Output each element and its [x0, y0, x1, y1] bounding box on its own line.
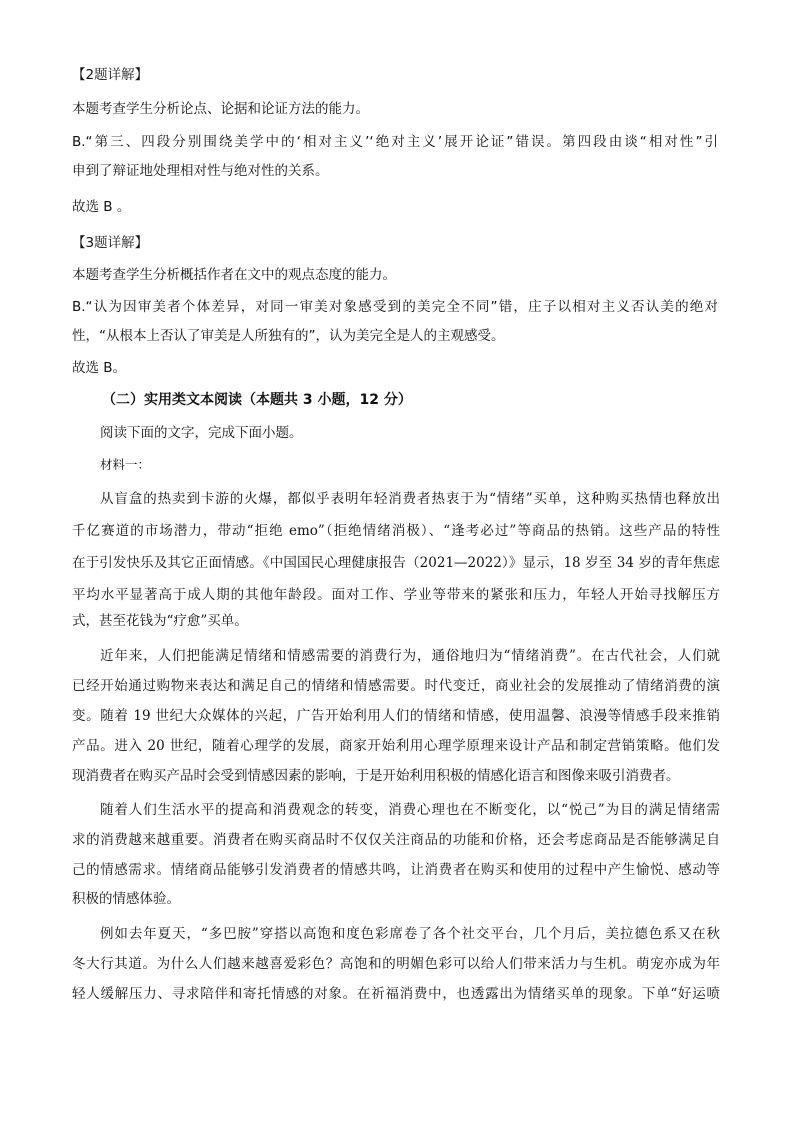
q2-header: 【2题详解】	[72, 67, 149, 83]
p2-line-5: 现消费者在购买产品时会受到情感因素的影响，于是开始利用积极的情感化语言和图像来吸引消费者。	[72, 768, 680, 784]
p1-line-1	[100, 490, 750, 508]
p2-line-4	[72, 737, 722, 755]
p4-text-3: 轻人缓解压力、寻求陪伴和寄托情感的对象。在祈福消费中，也透露出为情绪买单的现象。下单“好运喷	[72, 986, 720, 1002]
p2-line-1	[100, 647, 750, 665]
p1-text-1: 从盲盒的热卖到卡游的火爆，都似乎表明年轻消费者热衷于为“情绪”买单，这种购买热情也释放出	[100, 491, 720, 507]
p3-line-3	[72, 861, 722, 879]
section-instruction: 阅读下面的文字，完成下面小题。	[100, 425, 303, 441]
p4-line-3	[72, 985, 722, 1003]
p2-text-4: 产品。进入 20 世纪，随着心理学的发展，商家开始利用心理学原理来设计产品和制定营销策略。他们发	[72, 738, 720, 754]
q2-explanation-line-1	[72, 133, 722, 151]
p3-text-3: 己的情感需求。情绪商品能够引发消费者的情感共鸣，让消费者在购买和使用的过程中产生愉悦、感动等	[72, 862, 720, 878]
section-title: （二）实用类文本阅读（本题共 3 小题，12 分）	[102, 392, 412, 408]
p1-line-2	[72, 522, 722, 540]
p1-line-4	[72, 586, 722, 604]
material-label: 材料一：	[100, 457, 151, 472]
q3-explanation-line-1	[72, 298, 722, 316]
p2-line-3	[72, 707, 722, 725]
p1-line-3	[72, 554, 722, 572]
q3-explanation-text-1: B.“认为因审美者个体差异，对同一审美对象感受到的美完全不同”错，庄子以相对主义否认美的绝对	[72, 299, 718, 315]
p1-text-2: 千亿赛道的市场潜力，带动“拒绝 emo”（拒绝情绪消极）、“逢考必过”等商品的热销。这些产品的特性	[72, 523, 720, 539]
p4-line-1	[100, 925, 750, 943]
p3-text-1: 随着人们生活水平的提高和消费观念的转变，消费心理也在不断变化，以“悦己”为目的满足情绪需	[100, 802, 720, 818]
q2-explanation-line-2: 申到了辩证地处理相对性与绝对性的关系。	[72, 163, 329, 179]
p3-line-1	[100, 801, 750, 819]
q2-intro: 本题考查学生分析论点、论据和论证方法的能力。	[72, 101, 369, 117]
p3-line-2	[72, 831, 722, 849]
q3-intro: 本题考查学生分析概括作者在文中的观点态度的能力。	[72, 267, 396, 283]
q3-explanation-line-2: 性，“从根本上否认了审美是人所独有的”，认为美完全是人的主观感受。	[72, 328, 505, 344]
p1-text-4: 平均水平显著高于成人期的其他年龄段。面对工作、学业等带来的紧张和压力，年轻人开始寻找解压方	[72, 587, 720, 603]
p1-line-5: 式，甚至花钱为“疗愈”买单。	[72, 613, 248, 629]
p2-text-1: 近年来，人们把能满足情绪和情感需要的消费行为，通俗地归为“情绪消费”。在古代社会，人们就	[100, 648, 720, 664]
p2-text-2: 已经开始通过购物来表达和满足自己的情绪和情感需要。时代变迁，商业社会的发展推动了情绪消费的演	[72, 678, 720, 694]
p4-text-2: 冬大行其道。为什么人们越来越喜爱彩色？高饱和的明媚色彩可以给人们带来活力与生机。萌宠亦成为年	[72, 956, 720, 972]
q3-answer-choice: 故选 B。	[72, 360, 127, 376]
p2-text-3: 变。随着 19 世纪大众媒体的兴起，广告开始利用人们的情绪和情感，使用温馨、浪漫等情感手段来推销	[72, 708, 720, 724]
p1-text-3: 在于引发快乐及其它正面情感。《中国国民心理健康报告（2021—2022）》显示，18 岁至 34 岁的青年焦虑	[72, 555, 720, 571]
p2-line-2	[72, 677, 722, 695]
q2-answer-choice: 故选 B 。	[72, 199, 131, 215]
p3-line-4: 积极的情感体验。	[72, 891, 180, 907]
p4-line-2	[72, 955, 722, 973]
p3-text-2: 求的消费越来越重要。消费者在购买商品时不仅仅关注商品的功能和价格，还会考虑商品是否能够满足自	[72, 832, 720, 848]
q2-explanation-text-1: B.“第三、四段分别围绕美学中的‘相对主义’‘绝对主义’展开论证”错误。第四段由谈“相对性”引	[72, 134, 718, 150]
p4-text-1: 例如去年夏天，“多巴胺”穿搭以高饱和度色彩席卷了各个社交平台，几个月后，美拉德色系又在秋	[100, 926, 720, 942]
q3-header: 【3题详解】	[72, 235, 149, 251]
